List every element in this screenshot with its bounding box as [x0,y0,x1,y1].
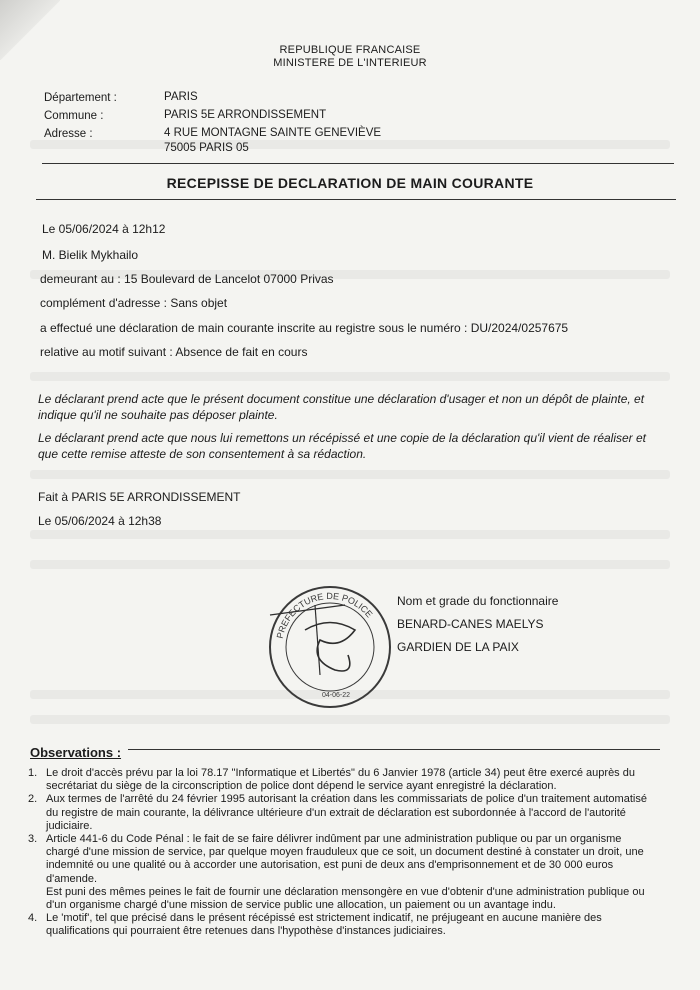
officer-signature-block [397,590,558,659]
observation-number: 4. [28,912,38,925]
adresse-line2: 75005 PARIS 05 [164,142,249,154]
declarant-name: M. Bielik Mykhailo [42,248,139,262]
officer-grade: GARDIEN DE LA PAIX [397,640,519,654]
observation-item [28,767,658,793]
observations-title: Observations : [30,745,122,760]
observation-text: Aux termes de l'arrêté du 24 février 1995 autorisant la création dans les commissariats de police d'un traitement automatisé du registre de main courante, la délivrance ultérieure d'un extrait de déclaration est subordonnée à l'accord de l'autorité judiciaire. [46,793,647,832]
observation-text: Est puni des mêmes peines le fait de fournir une déclaration mensongère en vue d'obtenir d'une administration publique ou d'un organisme chargé d'une mission de service public une allocation, un paiement ou un avantage indu. [46,885,645,912]
observation-number: 3. [28,833,38,846]
address-complement: complément d'adresse : Sans objet [40,296,228,310]
notice-receipt: Le déclarant prend acte que nous lui remettons un récépissé et une copie de la déclaration qu'il vient de réaliser et que cette remise atteste de son consentement à sa rédaction. [38,431,647,461]
title-rule-bottom [36,199,676,200]
observation-number: 2. [28,793,38,806]
observation-item [28,793,658,833]
observation-text: Article 441-6 du Code Pénal : le fait de se faire délivrer indûment par une administration publique ou par un organisme chargé d'une mission de service, par quelque moyen frauduleux que ce soit, un document destiné à constater un droit, une indemnité ou une qualité ou à accorder une autorisation, est puni de deux ans d'emprisonnement et de 30 000 euros d'amende. [46,833,644,885]
notice-no-complaint: Le déclarant prend acte que le présent document constitue une déclaration d'usager et non un dépôt de plainte, et indique qu'il ne souhaite pas déposer plainte. [38,392,645,422]
stamp-date: 04-06-22 [322,692,351,699]
departement-value: PARIS [164,91,198,103]
commune-value: PARIS 5E ARRONDISSEMENT [164,109,327,121]
bleed-through-mark [30,470,670,479]
declaration-date: Le 05/06/2024 à 12h12 [42,222,166,236]
officer-name: BENARD-CANES MAELYS [397,617,544,631]
observations-list [28,767,658,939]
document-title: RECEPISSE DE DECLARATION DE MAIN COURANTE [166,175,534,191]
title-rule-top [42,163,674,164]
location-info [44,89,464,156]
bleed-through-mark [30,372,670,381]
observation-item [28,833,658,886]
document-header [0,44,700,70]
fait-a-place: Fait à PARIS 5E ARRONDISSEMENT [38,490,241,504]
fait-a-date: Le 05/06/2024 à 12h38 [38,514,162,528]
bleed-through-mark [30,715,670,724]
observation-continuation [28,886,658,912]
declaration-motif: relative au motif suivant : Absence de fait en cours [40,345,308,359]
officer-label: Nom et grade du fonctionnaire [397,594,559,608]
departement-label: Département : [44,92,117,104]
header-republique: REPUBLIQUE FRANCAISE [279,44,421,56]
bleed-through-mark [30,530,670,539]
adresse-line1: 4 RUE MONTAGNE SAINTE GENEVIÈVE [164,127,382,139]
observation-text: Le droit d'accès prévu par la loi 78.17 "Informatique et Libertés" du 6 Janvier 1978 (article 34) peut être exercé auprès du secrétariat du siège de la circonscription de police dont dépend le service ayant enregistré la déclaration. [46,767,635,793]
police-stamp-seal [260,575,400,715]
adresse-value [164,126,464,156]
bleed-through-mark [30,560,670,569]
observation-number: 1. [28,767,38,779]
declaration-statement: a effectué une déclaration de main courante inscrite au registre sous le numéro : DU/2024/0257675 [40,321,569,335]
observation-item [28,912,658,938]
stamp-top-text: PREFECTURE DE POLICE [274,590,375,640]
observations-rule [128,749,660,750]
header-ministere: MINISTERE DE L'INTERIEUR [273,57,427,69]
commune-label: Commune : [44,110,104,122]
handwritten-signature [305,623,355,672]
declarant-address: demeurant au : 15 Boulevard de Lancelot 07000 Privas [40,272,334,286]
observation-text: Le 'motif', tel que précisé dans le présent récépissé est strictement indicatif, ne préjugeant en aucune manière des qualifications qui pourraient être retenues dans l'hypothèse d'instances judiciaires. [46,912,602,938]
adresse-label: Adresse : [44,128,93,140]
